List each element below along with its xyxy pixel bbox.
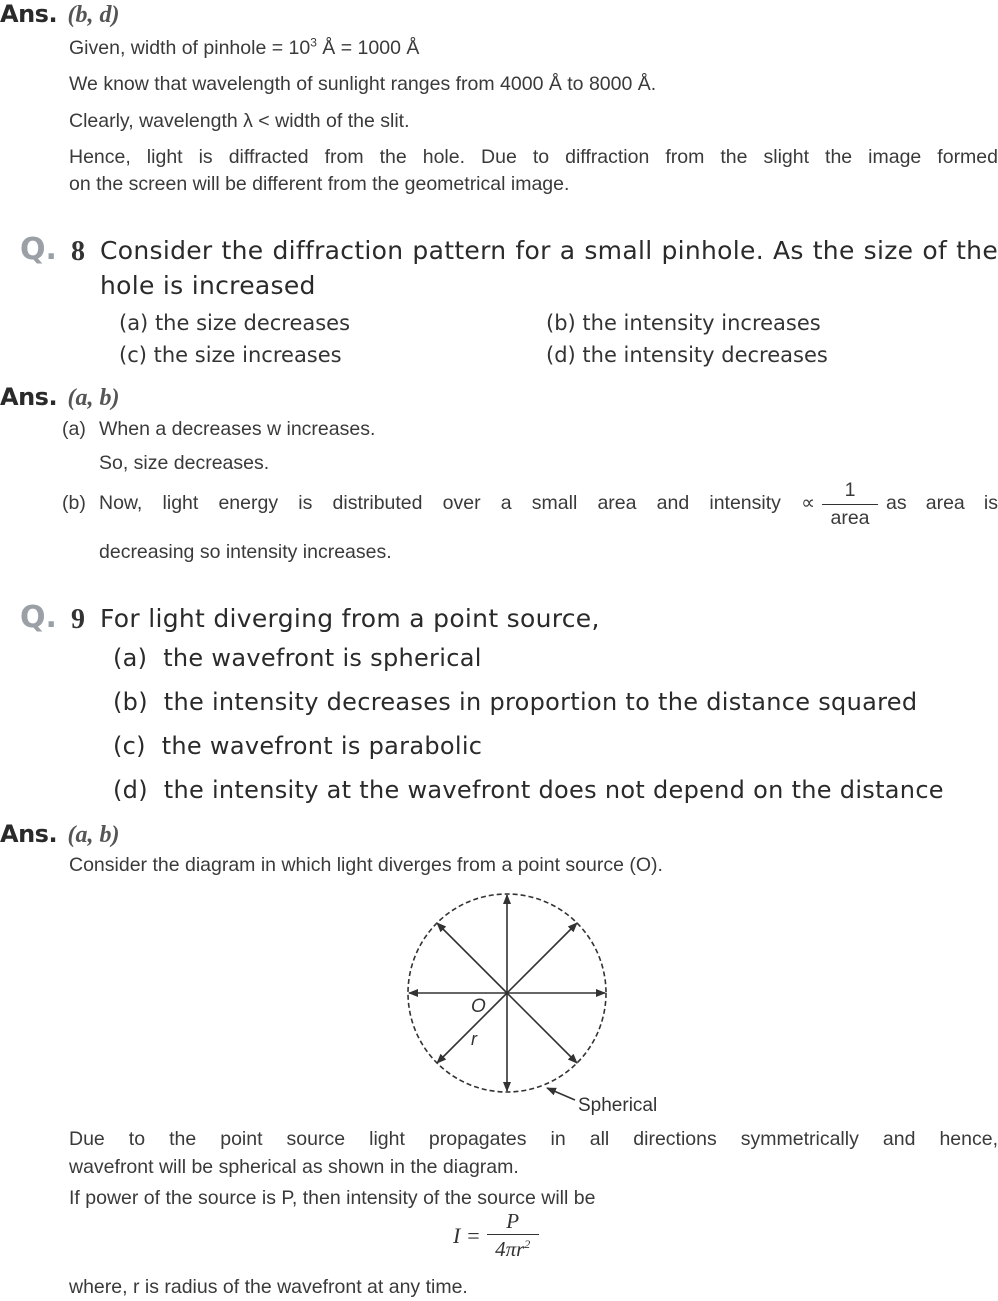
- question8-option-a: (a) the size decreases: [119, 311, 351, 335]
- question8-text-line2: hole is increased: [100, 271, 316, 300]
- answer7-line4b: on the screen will be different from the geometrical image.: [69, 173, 570, 195]
- answer9-para1b: wavefront will be spherical as shown in the diagram.: [69, 1156, 519, 1178]
- pointer-arrow: [547, 1088, 575, 1100]
- wavefront-label: Spherical: [578, 1095, 658, 1116]
- question8-text-line1: Consider the diffraction pattern for a small pinhole. As the size of the: [100, 236, 998, 265]
- formula-denominator: $4\pi r^2$: [495, 1237, 531, 1261]
- answer7-heading: [0, 0, 120, 29]
- formula-lhs: I =: [453, 1222, 481, 1248]
- center-label: O: [471, 996, 486, 1017]
- answer7-line4a: Hence, light is diffracted from the hole. Due to diffraction from the slight the image formed: [69, 146, 998, 168]
- formula-fraction: [487, 1208, 539, 1263]
- answer7-line1: Given, width of pinhole = $10^3$ Å = 1000 Å: [69, 35, 420, 59]
- answer8-b-line1: Now, light energy is distributed over a small area and intensity ∝: [99, 492, 815, 514]
- fraction-numerator: 1: [822, 476, 878, 505]
- ans-options: (a, b): [67, 822, 120, 848]
- answer9-para1a: Due to the point source light propagates in all directions symmetrically and hence,: [69, 1128, 998, 1150]
- answer9-footer: where, r is radius of the wavefront at any time.: [69, 1276, 468, 1298]
- answer8-a-line1: When a decreases w increases.: [99, 418, 376, 440]
- light-rays: [409, 895, 605, 1100]
- question8-option-b: (b) the intensity increases: [546, 311, 821, 335]
- question8-marker: Q.: [20, 232, 57, 267]
- formula-numerator: P: [487, 1208, 539, 1235]
- intensity-formula: [453, 1208, 539, 1263]
- question9-option-c: (c) the wavefront is parabolic: [113, 732, 483, 760]
- question9-text: For light diverging from a point source,: [100, 604, 600, 633]
- answer7-line2: We know that wavelength of sunlight ranges from 4000 Å to 8000 Å.: [69, 73, 657, 95]
- ans-options: (b, d): [67, 2, 120, 28]
- question8-number: 8: [71, 236, 85, 267]
- ray-up-right: [507, 923, 577, 993]
- answer8-a-line2: So, size decreases.: [99, 452, 270, 474]
- question8-option-c: (c) the size increases: [119, 343, 342, 367]
- answer8-a-key: (a): [62, 418, 86, 440]
- answer7-line3: Clearly, wavelength λ < width of the slit.: [69, 110, 410, 132]
- fraction-denominator: area: [830, 507, 870, 529]
- answer8-b-line2: decreasing so intensity increases.: [99, 541, 392, 563]
- wavefront-diagram: [395, 885, 695, 1120]
- question9-marker: Q.: [20, 600, 57, 635]
- answer8-b-line1-end: as area is: [886, 492, 998, 514]
- question9-option-b: (b) the intensity decreases in proportion to the distance squared: [113, 688, 918, 716]
- question9-option-d: (d) the intensity at the wavefront does not depend on the distance: [113, 776, 944, 804]
- answer9-intro: Consider the diagram in which light diverges from a point source (O).: [69, 854, 663, 876]
- answer9-heading: [0, 820, 120, 849]
- answer8-b-key: (b): [62, 492, 86, 514]
- ans-label: Ans.: [0, 820, 58, 848]
- answer8-b-fraction: [822, 476, 878, 531]
- answer9-para2: If power of the source is P, then intensity of the source will be: [69, 1187, 596, 1209]
- ans-label: Ans.: [0, 0, 58, 28]
- question9-number: 9: [71, 604, 85, 635]
- answer8-heading: [0, 383, 120, 412]
- ans-options: (a, b): [67, 385, 120, 411]
- ray-up-left: [437, 923, 507, 993]
- question8-option-d: (d) the intensity decreases: [546, 343, 828, 367]
- radius-label: r: [471, 1029, 477, 1049]
- ans-label: Ans.: [0, 383, 58, 411]
- question9-option-a: (a) the wavefront is spherical: [113, 644, 482, 672]
- ray-down-right: [507, 993, 577, 1063]
